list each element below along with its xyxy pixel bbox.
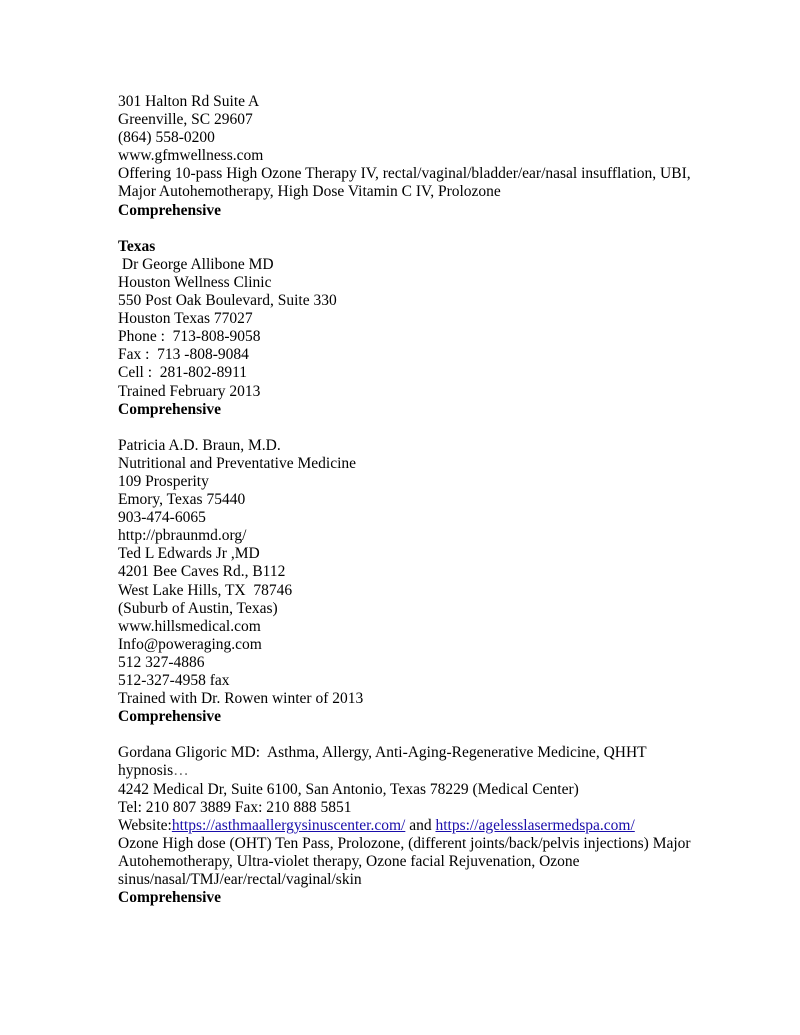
spacer	[118, 726, 758, 744]
gligoric-category: Comprehensive	[118, 889, 222, 907]
edwards-category: Comprehensive	[118, 708, 222, 726]
state-heading-texas: Texas	[118, 237, 156, 255]
and-text: and	[405, 816, 436, 834]
gligoric-address: 4242 Medical Dr, Suite 6100, San Antonio, Texas 78229 (Medical Center)	[118, 780, 579, 798]
ageless-laser-link[interactable]: https://agelesslasermedspa.com/	[435, 816, 635, 834]
braun-entry	[118, 437, 758, 546]
sc-offering-line-2: Major Autohemotherapy, High Dose Vitamin C IV, Prolozone	[118, 183, 501, 201]
braun-name: Patricia A.D. Braun, M.D.	[118, 436, 281, 454]
allibone-entry	[118, 256, 758, 419]
asthma-allergy-link[interactable]: https://asthmaallergysinuscenter.com/	[171, 816, 406, 834]
allibone-trained: Trained February 2013	[118, 382, 261, 400]
edwards-city-line: West Lake Hills, TX 78746	[118, 581, 293, 599]
braun-phone: 903-474-6065	[118, 509, 206, 527]
braun-address: 109 Prosperity	[118, 472, 209, 490]
allibone-fax: Fax : 713 -808-9084	[118, 346, 249, 364]
edwards-address: 4201 Bee Caves Rd., B112	[118, 563, 286, 581]
allibone-city-line: Houston Texas 77027	[118, 310, 253, 328]
braun-city-line: Emory, Texas 75440	[118, 491, 246, 509]
allibone-clinic: Houston Wellness Clinic	[118, 273, 272, 291]
sc-category: Comprehensive	[118, 201, 222, 219]
gligoric-website-line	[118, 817, 758, 835]
edwards-entry	[118, 545, 758, 726]
gligoric-services-line-2: Autohemotherapy, Ultra-violet therapy, Ozone facial Rejuvenation, Ozone	[118, 852, 580, 870]
edwards-note: (Suburb of Austin, Texas)	[118, 599, 278, 617]
gligoric-hypnosis-text: hypnosis	[118, 762, 174, 780]
allibone-address: 550 Post Oak Boulevard, Suite 330	[118, 292, 337, 310]
allibone-name: Dr George Allibone MD	[118, 255, 274, 273]
edwards-fax: 512-327-4958 fax	[118, 672, 230, 689]
edwards-phone: 512 327-4886	[118, 653, 205, 671]
allibone-phone: Phone : 713-808-9058	[118, 328, 261, 346]
gligoric-entry	[118, 744, 758, 907]
gligoric-name-line-2	[118, 762, 758, 780]
gligoric-tel-fax: Tel: 210 807 3889 Fax: 210 888 5851	[118, 798, 352, 816]
braun-website: http://pbraunmd.org/	[118, 527, 247, 545]
spacer	[118, 220, 758, 238]
sc-address: 301 Halton Rd Suite A	[118, 93, 260, 110]
gligoric-website-label: Website:	[118, 816, 172, 834]
sc-phone: (864) 558-0200	[118, 129, 215, 147]
allibone-category: Comprehensive	[118, 400, 222, 418]
edwards-website: www.hillsmedical.com	[118, 617, 261, 635]
sc-website: www.gfmwellness.com	[118, 147, 264, 165]
gligoric-services-line-3: sinus/nasal/TMJ/ear/rectal/vaginal/skin	[118, 871, 362, 889]
gligoric-services-line-1: Ozone High dose (OHT) Ten Pass, Prolozone, (different joints/back/pelvis injections) Major	[118, 834, 691, 852]
ellipsis-glyph: …	[173, 762, 189, 780]
braun-specialty: Nutritional and Preventative Medicine	[118, 454, 357, 472]
edwards-trained: Trained with Dr. Rowen winter of 2013	[118, 690, 364, 708]
allibone-cell: Cell : 281-802-8911	[118, 364, 248, 382]
edwards-name: Ted L Edwards Jr ,MD	[118, 545, 260, 563]
sc-city-line: Greenville, SC 29607	[118, 111, 253, 129]
document-page	[118, 93, 758, 907]
sc-offering-line-1: Offering 10-pass High Ozone Therapy IV, rectal/vaginal/bladder/ear/nasal insufflation, UBI,	[118, 165, 691, 183]
spacer	[118, 419, 758, 437]
sc-entry	[118, 93, 758, 220]
edwards-email: Info@poweraging.com	[118, 635, 262, 653]
gligoric-name-line-1: Gordana Gligoric MD: Asthma, Allergy, Anti-Aging-Regenerative Medicine, QHHT	[118, 744, 647, 762]
